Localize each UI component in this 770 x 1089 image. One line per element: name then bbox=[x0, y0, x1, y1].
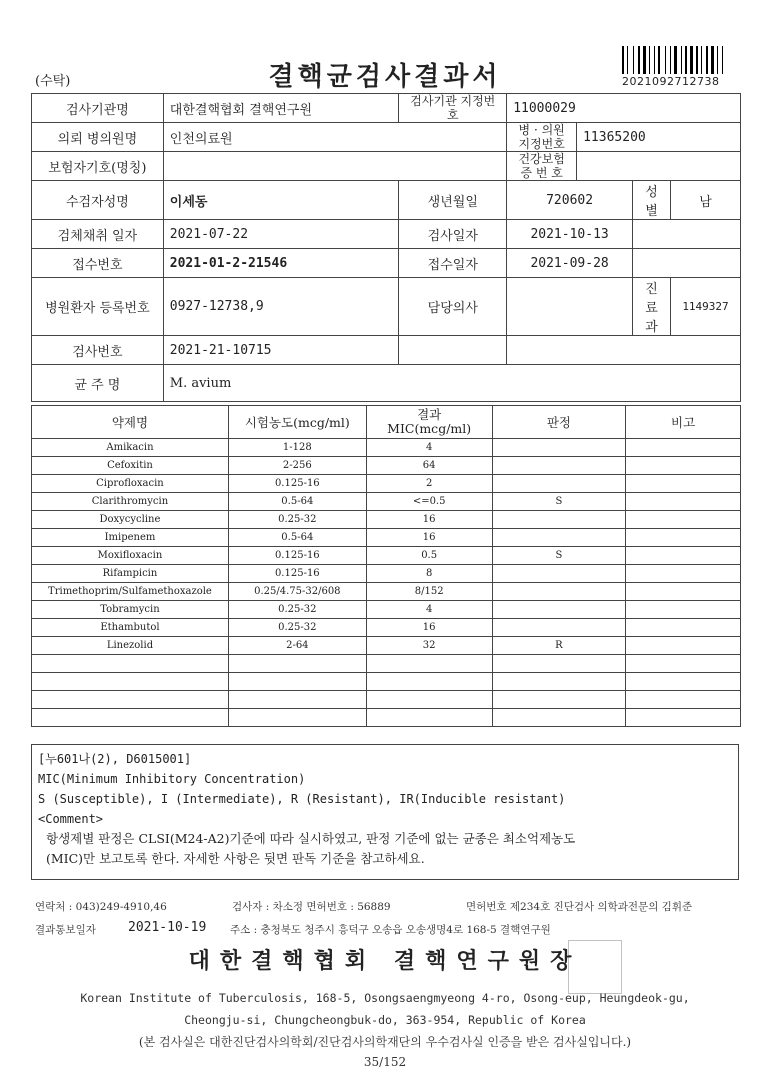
table-row bbox=[32, 457, 741, 475]
lab-value: 대한결핵협회 결핵연구원 bbox=[163, 94, 399, 123]
drug-cell-drug: Imipenem bbox=[32, 529, 229, 547]
drug-cell-judge bbox=[492, 475, 626, 493]
drug-cell-drug: Cefoxitin bbox=[32, 457, 229, 475]
document-title: 결핵균검사결과서 bbox=[268, 62, 502, 92]
lab-code-label: 검사기관 지정번호 bbox=[399, 94, 507, 123]
barcode-bar bbox=[715, 46, 716, 74]
barcode-bar bbox=[670, 46, 671, 74]
drug-cell-drug bbox=[32, 673, 229, 691]
barcode-bar bbox=[633, 46, 634, 74]
license-line: 면허번호 제234호 진단검사 의학과전문의 김휘준 bbox=[466, 901, 693, 913]
test-no-value: 2021-21-10715 bbox=[163, 336, 399, 365]
english-address-line1: Korean Institute of Tuberculosis, 168-5, Osongsaengmyeong 4-ro, Osong-eup, Heungdeok-gu, bbox=[80, 991, 690, 1005]
strain-label: 균 주 명 bbox=[32, 365, 164, 402]
barcode-bar bbox=[651, 46, 653, 74]
drug-cell-judge bbox=[492, 439, 626, 457]
barcode-bar bbox=[703, 46, 705, 74]
table-row bbox=[32, 601, 741, 619]
drug-cell-drug: Linezolid bbox=[32, 637, 229, 655]
drug-cell-judge: R bbox=[492, 637, 626, 655]
drug-cell-note bbox=[626, 439, 741, 457]
drug-cell-judge bbox=[492, 655, 626, 673]
notes-legend: S (Susceptible), I (Intermediate), R (Resistant), IR(Inducible resistant) bbox=[38, 792, 566, 806]
barcode-bar bbox=[711, 46, 714, 74]
receipt-date-value: 2021-09-28 bbox=[507, 249, 633, 278]
drug-cell-mic: 16 bbox=[366, 619, 492, 637]
test-no-extra-2 bbox=[507, 336, 741, 365]
hospital-code-value: 11365200 bbox=[577, 123, 741, 152]
drug-cell-mic: 4 bbox=[366, 601, 492, 619]
drug-cell-judge bbox=[492, 619, 626, 637]
barcode-bar bbox=[694, 46, 695, 74]
insured-label: 보험자기호(명칭) bbox=[32, 152, 164, 181]
barcode-bar bbox=[661, 46, 664, 74]
barcode-bar bbox=[649, 46, 650, 74]
drug-cell-judge bbox=[492, 511, 626, 529]
drug-cell-mic bbox=[366, 709, 492, 727]
lab-code-value: 11000029 bbox=[507, 94, 741, 123]
dept-label: 진료과 bbox=[633, 278, 671, 336]
report-date-label: 결과통보일자 bbox=[35, 924, 96, 936]
drug-cell-drug: Doxycycline bbox=[32, 511, 229, 529]
barcode-bar bbox=[643, 46, 646, 74]
report-date-value: 2021-10-19 bbox=[128, 920, 207, 935]
table-row bbox=[32, 439, 741, 457]
drug-cell-note bbox=[626, 619, 741, 637]
test-no-label: 검사번호 bbox=[32, 336, 164, 365]
barcode-bar bbox=[717, 46, 718, 74]
drug-cell-note bbox=[626, 565, 741, 583]
table-row bbox=[32, 673, 741, 691]
drug-cell-conc: 0.25/4.75-32/608 bbox=[228, 583, 366, 601]
receipt-no-label: 접수번호 bbox=[32, 249, 164, 278]
patient-value: 이세동 bbox=[163, 181, 399, 220]
barcode-bar bbox=[647, 46, 648, 74]
barcode-bar bbox=[635, 46, 637, 74]
drug-rows bbox=[32, 439, 741, 727]
drug-cell-drug: Trimethoprim/Sulfamethoxazole bbox=[32, 583, 229, 601]
hospital-code-label: 병 · 의원 지정번호 bbox=[507, 123, 577, 152]
barcode-bars bbox=[622, 46, 734, 74]
barcode-bar bbox=[699, 46, 700, 74]
drug-cell-conc: 0.125-16 bbox=[228, 547, 366, 565]
address-line: 주소 : 충청북도 청주시 흥덕구 오송읍 오송생명4로 168-5 결핵연구원 bbox=[230, 924, 551, 936]
english-address-line2: Cheongju-si, Chungcheongbuk-do, 363-954, Republic of Korea bbox=[184, 1013, 586, 1027]
barcode-bar bbox=[724, 46, 726, 74]
page-number: 35/152 bbox=[363, 1055, 407, 1069]
drug-cell-note bbox=[626, 601, 741, 619]
consignment-tag: (수탁) bbox=[35, 74, 71, 89]
barcode-bar bbox=[719, 46, 721, 74]
susceptibility-table bbox=[31, 405, 741, 727]
institution-name: 대한결핵협회 결핵연구원장 bbox=[188, 948, 582, 974]
drug-cell-conc: 0.5-64 bbox=[228, 493, 366, 511]
drug-cell-note bbox=[626, 475, 741, 493]
judge-header: 판정 bbox=[492, 406, 626, 439]
drug-cell-drug bbox=[32, 709, 229, 727]
barcode-bar bbox=[625, 46, 626, 74]
drug-cell-drug bbox=[32, 655, 229, 673]
barcode-bar bbox=[629, 46, 632, 74]
insured-value bbox=[163, 152, 506, 181]
drug-cell-note bbox=[626, 457, 741, 475]
tester-line: 검사자 : 차소정 면허번호 : 56889 bbox=[232, 901, 391, 913]
barcode-bar bbox=[665, 46, 666, 74]
drug-cell-mic: 2 bbox=[366, 475, 492, 493]
patient-info-table bbox=[31, 93, 741, 402]
drug-cell-judge bbox=[492, 673, 626, 691]
notes-code: [누601나(2), D6015001] bbox=[38, 752, 192, 766]
drug-cell-judge: S bbox=[492, 493, 626, 511]
drug-cell-conc: 0.25-32 bbox=[228, 601, 366, 619]
contact-line: 연락처 : 043)249-4910,46 bbox=[35, 901, 167, 913]
barcode-bar bbox=[672, 46, 673, 74]
table-row bbox=[32, 529, 741, 547]
health-card-label: 건강보험 증 번 호 bbox=[507, 152, 577, 181]
collect-value: 2021-07-22 bbox=[163, 220, 399, 249]
drug-cell-conc: 0.5-64 bbox=[228, 529, 366, 547]
drug-cell-judge bbox=[492, 529, 626, 547]
drug-header: 약제명 bbox=[32, 406, 229, 439]
drug-cell-mic: 32 bbox=[366, 637, 492, 655]
drug-cell-conc bbox=[228, 655, 366, 673]
drug-cell-conc: 0.125-16 bbox=[228, 475, 366, 493]
drug-cell-mic bbox=[366, 655, 492, 673]
barcode-bar bbox=[683, 46, 684, 74]
drug-cell-drug: Amikacin bbox=[32, 439, 229, 457]
drug-cell-note bbox=[626, 493, 741, 511]
drug-cell-mic: 64 bbox=[366, 457, 492, 475]
drug-cell-conc: 2-256 bbox=[228, 457, 366, 475]
receipt-date-extra bbox=[633, 249, 741, 278]
barcode-bar bbox=[685, 46, 687, 74]
barcode-bar bbox=[688, 46, 689, 74]
barcode-bar bbox=[641, 46, 642, 74]
notes-comment-line2: (MIC)만 보고토록 한다. 자세한 사항은 뒷면 판독 기준을 참고하세요. bbox=[46, 851, 425, 866]
barcode-bar bbox=[681, 46, 682, 74]
barcode-number: 2021092712738 bbox=[622, 75, 720, 88]
notes-box bbox=[31, 744, 739, 880]
drug-cell-conc: 1-128 bbox=[228, 439, 366, 457]
barcode-bar bbox=[658, 46, 660, 74]
barcode-bar bbox=[696, 46, 698, 74]
drug-cell-note bbox=[626, 511, 741, 529]
barcode-bar bbox=[701, 46, 702, 74]
drug-cell-mic: <=0.5 bbox=[366, 493, 492, 511]
reg-value: 0927-12738,9 bbox=[163, 278, 399, 336]
notes-comment-label: <Comment> bbox=[38, 812, 104, 826]
barcode-bar bbox=[656, 46, 657, 74]
drug-cell-drug: Tobramycin bbox=[32, 601, 229, 619]
drug-cell-drug: Ethambutol bbox=[32, 619, 229, 637]
table-row bbox=[32, 709, 741, 727]
notes-comment-line1: 항생제별 판정은 CLSI(M24-A2)기준에 따라 실시하였고, 판정 기준에 없는 균종은 최소억제농도 bbox=[46, 831, 576, 846]
table-row bbox=[32, 493, 741, 511]
barcode-bar bbox=[709, 46, 710, 74]
drug-cell-judge bbox=[492, 457, 626, 475]
drug-cell-conc: 2-64 bbox=[228, 637, 366, 655]
test-date-extra bbox=[633, 220, 741, 249]
drug-cell-note bbox=[626, 709, 741, 727]
table-row bbox=[32, 691, 741, 709]
drug-cell-note bbox=[626, 637, 741, 655]
sex-value: 남 bbox=[670, 181, 740, 220]
patient-label: 수검자성명 bbox=[32, 181, 164, 220]
doctor-value bbox=[507, 278, 633, 336]
health-card-value bbox=[577, 152, 741, 181]
drug-cell-mic: 8 bbox=[366, 565, 492, 583]
drug-cell-judge: S bbox=[492, 547, 626, 565]
mic-header-line2: MIC(mcg/ml) bbox=[387, 421, 472, 436]
drug-cell-drug: Moxifloxacin bbox=[32, 547, 229, 565]
barcode-bar bbox=[667, 46, 669, 74]
hospital-value: 인천의료원 bbox=[163, 123, 506, 152]
birth-value: 720602 bbox=[507, 181, 633, 220]
drug-cell-judge bbox=[492, 601, 626, 619]
drug-cell-mic: 0.5 bbox=[366, 547, 492, 565]
receipt-no-value: 2021-01-2-21546 bbox=[163, 249, 399, 278]
certification-note: (본 검사실은 대한진단검사의학회/진단검사의학재단의 우수검사실 인증을 받은 검사실입니다.) bbox=[138, 1035, 632, 1049]
table-row bbox=[32, 475, 741, 493]
mic-header bbox=[366, 406, 492, 439]
barcode-bar bbox=[722, 46, 723, 74]
table-row bbox=[32, 511, 741, 529]
drug-cell-mic: 4 bbox=[366, 439, 492, 457]
table-row bbox=[32, 619, 741, 637]
table-row bbox=[32, 547, 741, 565]
doctor-label: 담당의사 bbox=[399, 278, 507, 336]
drug-cell-drug: Clarithromycin bbox=[32, 493, 229, 511]
barcode-bar bbox=[622, 46, 624, 74]
drug-cell-conc: 0.25-32 bbox=[228, 619, 366, 637]
strain-value: M. avium bbox=[163, 365, 740, 402]
drug-cell-note bbox=[626, 673, 741, 691]
drug-cell-judge bbox=[492, 583, 626, 601]
drug-cell-note bbox=[626, 691, 741, 709]
barcode-bar bbox=[706, 46, 708, 74]
mic-header-line1: 결과 bbox=[417, 407, 442, 422]
drug-cell-judge bbox=[492, 691, 626, 709]
sex-label: 성별 bbox=[633, 181, 671, 220]
table-row bbox=[32, 655, 741, 673]
drug-cell-conc bbox=[228, 673, 366, 691]
lab-label: 검사기관명 bbox=[32, 94, 164, 123]
birth-label: 생년월일 bbox=[399, 181, 507, 220]
dept-value: 1149327 bbox=[670, 278, 740, 336]
notes-mic-definition: MIC(Minimum Inhibitory Concentration) bbox=[38, 772, 306, 786]
drug-cell-note bbox=[626, 547, 741, 565]
test-date-value: 2021-10-13 bbox=[507, 220, 633, 249]
conc-header: 시험농도(mcg/ml) bbox=[228, 406, 366, 439]
drug-cell-note bbox=[626, 529, 741, 547]
drug-cell-judge bbox=[492, 565, 626, 583]
note-header: 비고 bbox=[626, 406, 741, 439]
hospital-label: 의뢰 병의원명 bbox=[32, 123, 164, 152]
drug-cell-mic: 16 bbox=[366, 529, 492, 547]
barcode-bar bbox=[638, 46, 640, 74]
drug-cell-conc: 0.25-32 bbox=[228, 511, 366, 529]
barcode-bar bbox=[654, 46, 655, 74]
test-no-extra-1 bbox=[399, 336, 507, 365]
drug-cell-note bbox=[626, 583, 741, 601]
barcode-bar bbox=[678, 46, 680, 74]
table-row bbox=[32, 583, 741, 601]
drug-cell-mic: 16 bbox=[366, 511, 492, 529]
drug-cell-drug bbox=[32, 691, 229, 709]
barcode bbox=[622, 46, 734, 88]
test-date-label: 검사일자 bbox=[399, 220, 507, 249]
drug-cell-conc bbox=[228, 709, 366, 727]
drug-cell-drug: Rifampicin bbox=[32, 565, 229, 583]
drug-cell-conc bbox=[228, 691, 366, 709]
drug-cell-drug: Ciprofloxacin bbox=[32, 475, 229, 493]
barcode-bar bbox=[627, 46, 628, 74]
drug-cell-mic bbox=[366, 673, 492, 691]
drug-cell-mic: 8/152 bbox=[366, 583, 492, 601]
drug-cell-conc: 0.125-16 bbox=[228, 565, 366, 583]
receipt-date-label: 접수일자 bbox=[399, 249, 507, 278]
drug-cell-judge bbox=[492, 709, 626, 727]
barcode-bar bbox=[674, 46, 677, 74]
drug-cell-mic bbox=[366, 691, 492, 709]
table-row bbox=[32, 565, 741, 583]
drug-cell-note bbox=[626, 655, 741, 673]
collect-label: 검체채취 일자 bbox=[32, 220, 164, 249]
barcode-bar bbox=[690, 46, 693, 74]
reg-label: 병원환자 등록번호 bbox=[32, 278, 164, 336]
table-row bbox=[32, 637, 741, 655]
